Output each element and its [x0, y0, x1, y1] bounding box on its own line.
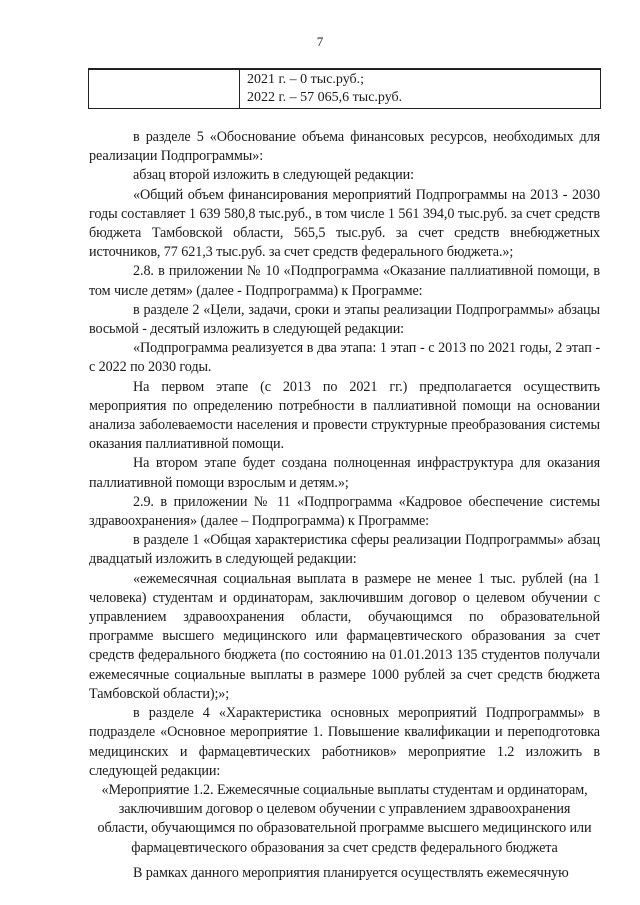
- paragraph-final: В рамках данного мероприятия планируется осуществлять ежемесячную: [133, 864, 569, 881]
- table-fragment: [88, 68, 601, 109]
- paragraph-first-stage: На первом этапе (с 2013 по 2021 гг.) предполагается осуществить мероприятия по определению потребности в паллиативной помощи на основании анализа заболеваемости населения и провести структурные преобразования системы оказания паллиативной помощи.: [89, 378, 600, 453]
- paragraph-item-2-8: 2.8. в приложении № 10 «Подпрограмма «Оказание паллиативной помощи, в том числе детям» (далее - Подпрограмма) к Программе:: [89, 263, 600, 299]
- paragraph-section4-intro: в разделе 4 «Характеристика основных мероприятий Подпрограммы» в подразделе «Основное мероприятие 1. Повышение квалификации и переподготовка медицинских и фармацевтических работников» мероприятие 1.2 изложить в следующей редакции:: [89, 705, 600, 779]
- paragraph-abzac-second: абзац второй изложить в следующей редакции:: [133, 167, 415, 184]
- page-number: 7: [316, 34, 324, 49]
- table-column-divider: [239, 70, 240, 108]
- paragraph-item-2-9: 2.9. в приложении № 11 «Подпрограмма «Кадровое обеспечение системы здравоохранения» (далее – Подпрограмма) к Программе:: [89, 493, 600, 530]
- funding-line-2022: 2022 г. – 57 065,6 тыс.руб.: [247, 89, 403, 105]
- paragraph-monthly-payment: «ежемесячная социальная выплата в размере не менее 1 тыс. рублей (на 1 человека) студентам и ординаторам, заключившим договор о целевом обучении с управлением здравоохранения области, обучающимся по образовательной программе высшего медицинского или фармацевтического образования за счет средств федерального бюджета (по состоянию на 01.01.2013 135 студентов получали ежемесячные социальные выплаты в размере 1000 рублей за счет средств бюджета Тамбовской области);»;: [89, 570, 600, 702]
- funding-line-2021: 2021 г. – 0 тыс.руб.;: [247, 72, 365, 87]
- paragraph-second-stage: На втором этапе будет создана полноценная инфраструктура для оказания паллиативной помощи взрослым и детям.»;: [89, 455, 600, 491]
- document-body: [89, 128, 600, 883]
- paragraph-financing-total: «Общий объем финансирования мероприятий Подпрограммы на 2013 - 2030 годы составляет 1 639 580,8 тыс.руб., в том числе 1 561 394,0 тыс.руб. за счет средств бюджета Тамбовской области, 565,5 тыс.руб. за счет средств внебюджетных источников, 77 621,3 тыс.руб. за счет средств федерального бюджета.»;: [89, 186, 600, 261]
- centered-quote-measure-1-2: «Мероприятие 1.2. Ежемесячные социальные выплаты студентам и ординаторам, заключившим договор о целевом обучении с управлением здравоохранения области, обучающимся по образовательной программе высшего медицинского или фармацевтического образования за счет средств федерального бюджета: [97, 781, 592, 856]
- paragraph-section1-intro: в разделе 1 «Общая характеристика сферы реализации Подпрограммы» абзац двадцатый изложить в следующей редакции:: [89, 532, 600, 568]
- paragraph-section2-intro: в разделе 2 «Цели, задачи, сроки и этапы реализации Подпрограммы» абзацы восьмой - десятый изложить в следующей редакции:: [89, 301, 600, 338]
- paragraph-stages: «Подпрограмма реализуется в два этапа: 1 этап - с 2013 по 2021 годы, 2 этап - с 2022 по 2030 годы.: [89, 340, 600, 376]
- table-cell-funding: [247, 71, 596, 106]
- paragraph-section5-intro: в разделе 5 «Обоснование объема финансовых ресурсов, необходимых для реализации Подпрограммы»:: [89, 129, 600, 165]
